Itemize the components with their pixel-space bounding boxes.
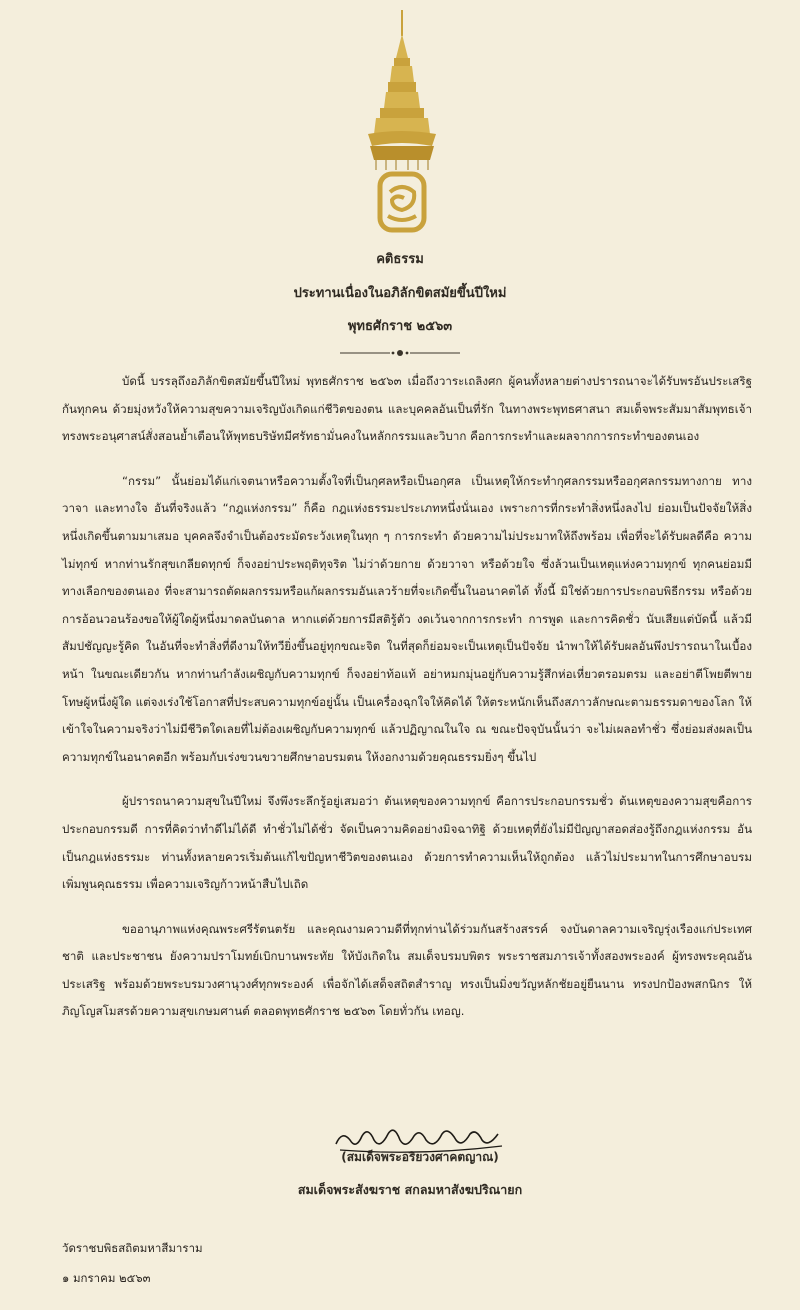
ornament-divider xyxy=(340,347,460,359)
signer-name: (สมเด็จพระอริยวงศาคตญาณ) xyxy=(341,1150,499,1164)
body-text xyxy=(62,368,752,1043)
paragraph-3: ผู้ปรารถนาความสุขในปีใหม่ จึงพึงระลึกรู้อยู่เสมอว่า ต้นเหตุของความทุกข์ คือการประกอบกรรมชั่ว ต้นเหตุของความสุขคือการประกอบกรรมดี การที่คิดว่าทำดีไม่ได้ดี ทำชั่วไม่ได้ชั่ว จัดเป็นความคิดอย่างมิจฉาทิฐิ ด้วยเหตุที่ยังไม่มีปัญญาสอดส่องรู้ถึงกฎแห่งกรรม อันเป็นกฎแห่งธรรมะ ท่านทั้งหลายควรเริ่มต้นแก้ไขปัญหาชีวิตของตนเอง ด้วยการทำความเห็นให้ถูกต้อง แล้วไม่ประมาทในการศึกษาอบรมเพิ่มพูนคุณธรรม เพื่อความเจริญก้าวหน้าสืบไปเถิด xyxy=(62,794,752,892)
paragraph-4: ขออานุภาพแห่งคุณพระศรีรัตนตรัย และคุณงามความดีที่ทุกท่านได้ร่วมกันสร้างสรรค์ จงบันดาลความเจริญรุ่งเรืองแก่ประเทศชาติ และประชาชน ยังความปราโมทย์เบิกบานพระทัย ให้บังเกิดใน สมเด็จบรมบพิตร พระราชสมภารเจ้าทั้งสองพระองค์ ผู้ทรงพระคุณอันประเสริฐ พร้อมด้วยพระบรมวงศานุวงศ์ทุกพระองค์ เพื่อจักได้เสด็จสถิตสำราญ ทรงเป็นมิ่งขวัญหลักชัยอยู่ยืนนาน ทรงปกป้องพสกนิกร ให้ภิญโญสโมสรด้วยความสุขเกษมศานต์ ตลอดพุทธศักราช ๒๕๖๓ โดยทั่วกัน เทอญ. xyxy=(62,921,752,1019)
document-year: พุทธศักราช ๒๕๖๓ xyxy=(347,319,453,334)
paragraph-2: “กรรม” นั้นย่อมได้แก่เจตนาหรือความตั้งใจที่เป็นกุศลหรือเป็นอกุศล เป็นเหตุให้กระทำกุศลกรรมหรืออกุศลกรรมทางกาย ทางวาจา และทางใจ อันที่จริงแล้ว “กฎแห่งกรรม” ก็คือ กฎแห่งธรรมะประเภทหนึ่งนั่นเอง เพราะการที่กระทำสิ่งหนึ่งลงไป ย่อมเป็นปัจจัยให้สิ่งหนึ่งเกิดขึ้นตามมาเสมอ บุคคลจึงจำเป็นต้องระมัดระวังเหตุในทุก ๆ การกระทำ ด้วยความไม่ประมาทให้ถึงพร้อม เพื่อที่จะได้รับผลดีคือ ความไม่ทุกข์ หากท่านรักสุขเกลียดทุกข์ ก็จงอย่าประพฤติทุจริต ไม่ว่าด้วยกาย ด้วยวาจา หรือด้วยใจ ซึ่งล้วนเป็นเหตุแห่งความทุกข์ ทุกคนย่อมมีทางเลือกของตนเอง ที่จะสามารถตัดผลกรรมหรือแก้ผลกรรมอันเลวร้ายที่จะเกิดขึ้นในอนาคตได้ ทั้งนี้ มิใช่ด้วยการประกอบพิธีกรรม หรือด้วยการอ้อนวอนร้องขอให้ผู้ใดผู้หนึ่งมาดลบันดาล หากแต่ด้วยการมีสติรู้ตัว งดเว้นจากการกระทำ การพูด และการคิดชั่ว นับเสียแต่บัดนี้ แล้วมีสัมปชัญญะรู้คิด ในอันที่จะทำสิ่งที่ดีงามให้ทวียิ่งขึ้นอยู่ทุกขณะจิต ในที่สุดก็ย่อมจะเป็นเหตุเป็นปัจจัย นำพาให้ได้รับผลอันพึงปรารถนาในเบื้องหน้า ในขณะเดียวกัน หากท่านกำลังเผชิญกับความทุกข์ ก็จงอย่าท้อแท้ อย่าหมกมุ่นอยู่กับความรู้สึกห่อเหี่ยวตรอมตรม และอย่าตีโพยตีพายโทษผู้หนึ่งผู้ใด แต่จงเร่งใช้โอกาสที่ประสบความทุกข์อยู่นั้น เป็นเครื่องฉุกใจให้คิดได้ ให้ตระหนักเห็นถึงสภาวลักษณะตามธรรมดาของโลก ให้เข้าใจในความจริงว่าไม่มีชีวิตใดเลยที่ไม่ต้องเผชิญกับความทุกข์ แล้วปฏิญาณในใจ ณ ขณะปัจจุบันนั้นว่า จะไม่เผลอทำชั่ว ซึ่งย่อมส่งผลเป็นความทุกข์ในอนาคตอีก พร้อมกับเร่งขวนขวายศึกษาอบรมตน ให้งอกงามด้วยคุณธรรมยิ่งๆ ขึ้นไป xyxy=(62,473,752,764)
paragraph-1: บัดนี้ บรรลุถึงอภิลักขิตสมัยขึ้นปีใหม่ พุทธศักราช ๒๕๖๓ เมื่อถึงวาระเถลิงศก ผู้คนทั้งหลายต่างปรารถนาจะได้รับพรอันประเสริฐกันทุกคน ด้วยมุ่งหวังให้ความสุขความเจริญบังเกิดแก่ชีวิตของตน และบุคคลอันเป็นที่รัก ในทางพระพุทธศาสนา สมเด็จพระสัมมาสัมพุทธเจ้าทรงพระอนุศาสน์สั่งสอนย้ำเตือนให้พุทธบริษัทมีศรัทธามั่นคงในหลักกรรมและวิบาก คือการกระทำและผลจากการกระทำของตนเอง xyxy=(62,374,752,444)
document-subtitle: ประทานเนื่องในอภิลักขิตสมัยขึ้นปีใหม่ xyxy=(293,286,507,301)
signer-title: สมเด็จพระสังฆราช สกลมหาสังฆปริณายก xyxy=(297,1182,523,1197)
royal-emblem-icon xyxy=(362,10,442,240)
issue-date: ๑ มกราคม ๒๕๖๓ xyxy=(62,1271,151,1285)
document-title: คติธรรม xyxy=(376,252,424,267)
issue-place: วัดราชบพิธสถิตมหาสีมาราม xyxy=(62,1241,203,1255)
